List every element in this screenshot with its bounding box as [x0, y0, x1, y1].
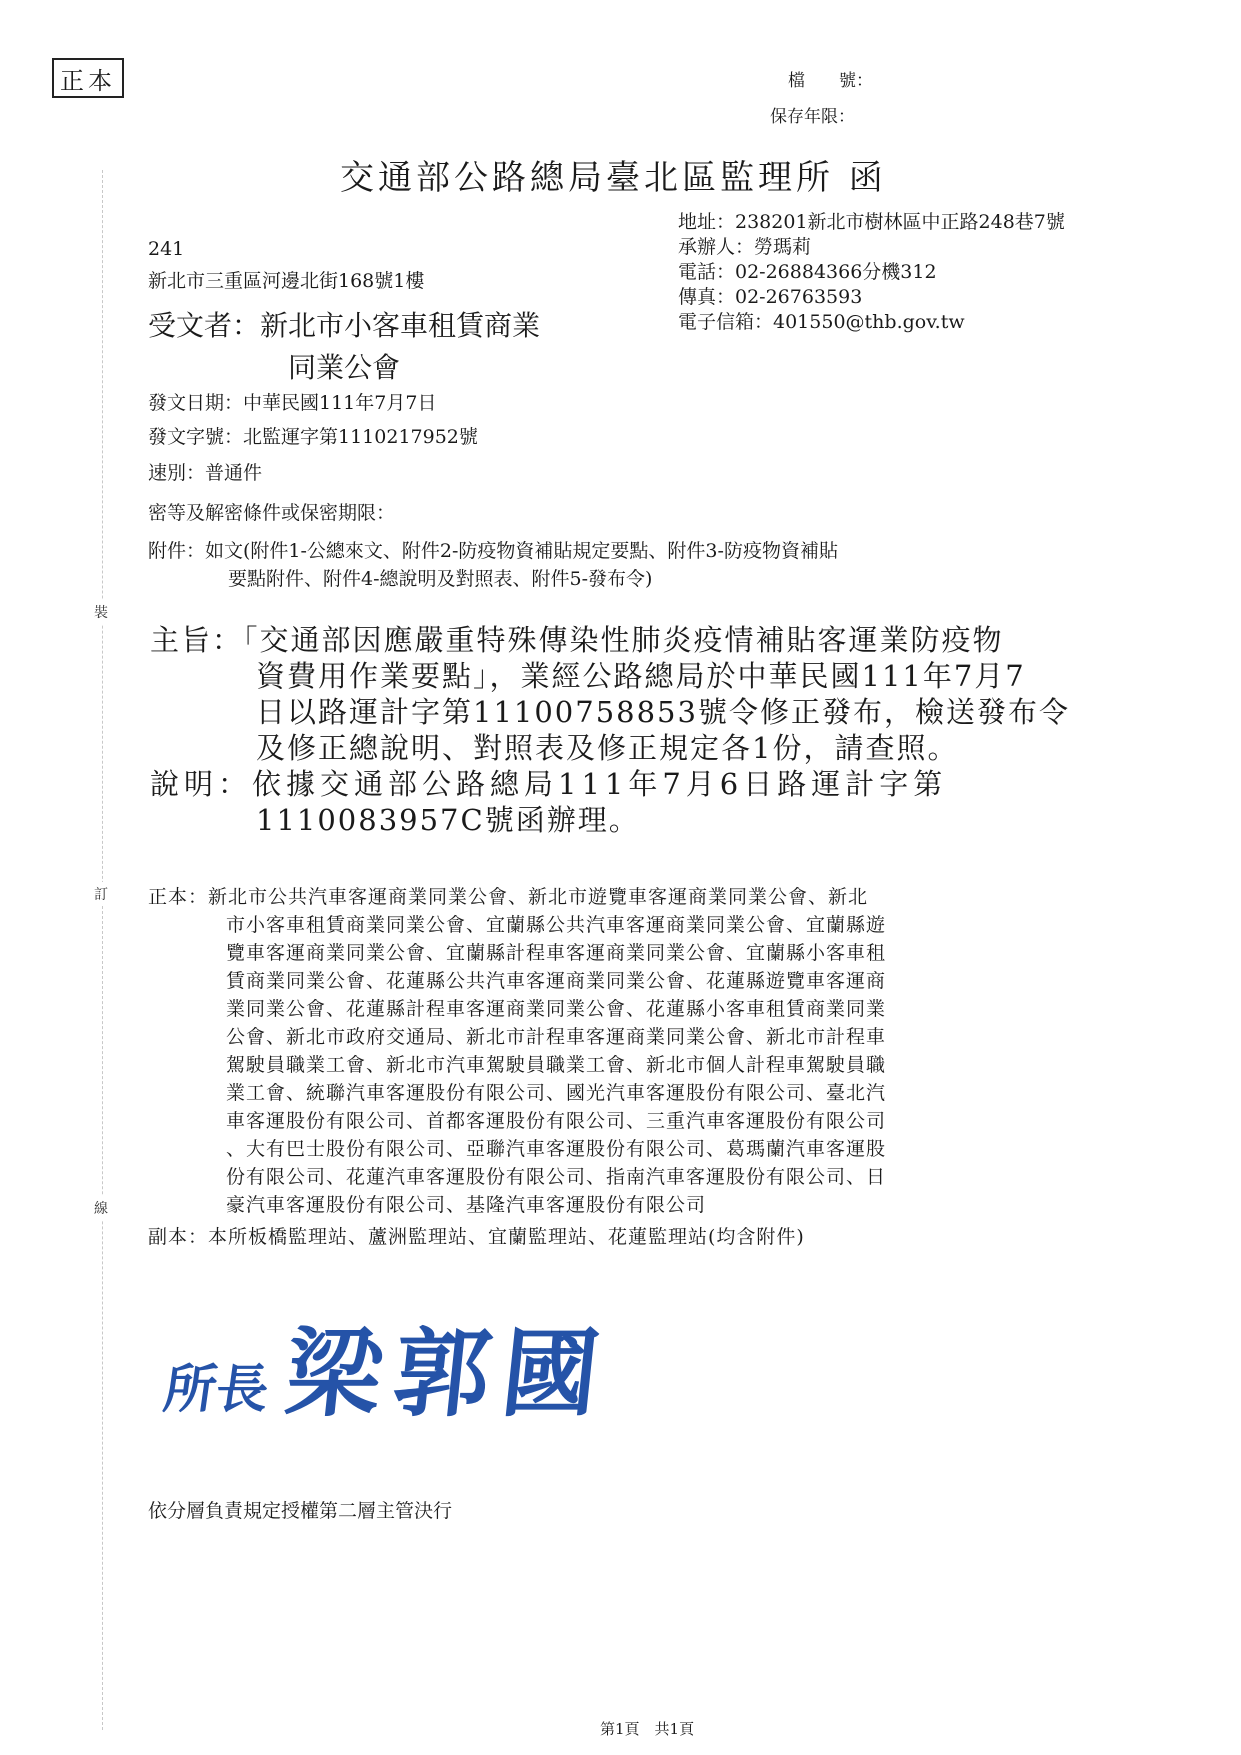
page-number: 第1頁 共1頁 — [600, 1720, 695, 1738]
retention-period-label: 保存年限： — [770, 107, 855, 127]
binding-mark-xian: 線 — [94, 1196, 108, 1220]
explanation-line-2: 1110083957C號函辦理。 — [256, 803, 640, 837]
file-number-label: 檔 號： — [788, 71, 873, 91]
phone-number: 電話：02-26884366分機312 — [678, 261, 937, 283]
email-address: 電子信箱：401550@thb.gov.tw — [678, 311, 965, 333]
document-number: 發文字號：北監運字第1110217952號 — [148, 426, 478, 448]
cc-main-line: 車客運股份有限公司、首都客運股份有限公司、三重汽車客運股份有限公司 — [226, 1110, 887, 1132]
cc-copy-line: 副本：本所板橋監理站、蘆洲監理站、宜蘭監理站、花蓮監理站(均含附件) — [148, 1226, 805, 1248]
subject-line-4: 及修正總說明、對照表及修正規定各1份，請查照。 — [256, 731, 959, 765]
cc-main-line: 業同業公會、花蓮縣計程車客運商業同業公會、花蓮縣小客車租賃商業同業 — [226, 998, 887, 1020]
cc-main-line: 市小客車租賃商業同業公會、宜蘭縣公共汽車客運商業同業公會、宜蘭縣遊 — [226, 914, 887, 936]
director-signature-seal — [160, 1298, 617, 1435]
cc-main-line: 份有限公司、花蓮汽車客運股份有限公司、指南汽車客運股份有限公司、日 — [226, 1166, 887, 1188]
cc-main-line: 賃商業同業公會、花蓮縣公共汽車客運商業同業公會、花蓮縣遊覽車客運商 — [226, 970, 887, 992]
subject-line-2: 資費用作業要點」，業經公路總局於中華民國111年7月7 — [256, 659, 1026, 693]
cc-main-line: 、大有巴士股份有限公司、亞聯汽車客運股份有限公司、葛瑪蘭汽車客運股 — [226, 1138, 887, 1160]
signature-title: 所長 — [160, 1359, 273, 1420]
subject-line-1: 主旨：「交通部因應嚴重特殊傳染性肺炎疫情補貼客運業防疫物 — [150, 623, 1004, 657]
explanation-line-1: 說明：依據交通部公路總局111年7月6日路運計字第 — [150, 767, 948, 801]
recipient-line-2: 同業公會 — [288, 351, 401, 384]
cc-main-line: 正本：新北市公共汽車客運商業同業公會、新北市遊覽車客運商業同業公會、新北 — [148, 886, 869, 908]
handler-name: 承辦人：勞瑪莉 — [678, 236, 812, 258]
binding-mark-ding: 訂 — [94, 882, 108, 906]
authorization-note: 依分層負責規定授權第二層主管決行 — [148, 1500, 453, 1522]
attachments-line-1: 附件：如文(附件1-公總來文、附件2-防疫物資補貼規定要點、附件3-防疫物資補貼 — [148, 540, 838, 562]
cc-main-line: 豪汽車客運股份有限公司、基隆汽車客運股份有限公司 — [226, 1194, 707, 1216]
subject-line-3: 日以路運計字第11100758853號令修正發布，檢送發布令 — [256, 695, 1070, 729]
recipient-address: 新北市三重區河邊北街168號1樓 — [148, 270, 425, 292]
cc-main-line: 覽車客運商業同業公會、宜蘭縣計程車客運商業同業公會、宜蘭縣小客車租 — [226, 942, 887, 964]
sender-address: 地址：238201新北市樹林區中正路248巷7號 — [678, 211, 1065, 233]
document-title: 交通部公路總局臺北區監理所 函 — [340, 158, 887, 198]
binding-line — [102, 170, 103, 1730]
attachments-line-2: 要點附件、附件4-總說明及對照表、附件5-發布令) — [228, 568, 653, 590]
signature-name: 梁郭國 — [280, 1317, 617, 1430]
recipient-line-1: 受文者：新北市小客車租賃商業 — [148, 309, 541, 342]
delivery-speed: 速別：普通件 — [148, 462, 263, 484]
issue-date: 發文日期：中華民國111年7月7日 — [148, 392, 437, 414]
recipient-postal-code: 241 — [148, 238, 185, 260]
original-copy-stamp: 正本 — [52, 58, 124, 98]
binding-mark-zhuang: 裝 — [94, 600, 108, 624]
cc-main-line: 公會、新北市政府交通局、新北市計程車客運商業同業公會、新北市計程車 — [226, 1026, 887, 1048]
cc-main-line: 駕駛員職業工會、新北市汽車駕駛員職業工會、新北市個人計程車駕駛員職 — [226, 1054, 887, 1076]
cc-main-line: 業工會、統聯汽車客運股份有限公司、國光汽車客運股份有限公司、臺北汽 — [226, 1082, 887, 1104]
secrecy-level: 密等及解密條件或保密期限： — [148, 502, 396, 524]
fax-number: 傳真：02-26763593 — [678, 286, 863, 308]
